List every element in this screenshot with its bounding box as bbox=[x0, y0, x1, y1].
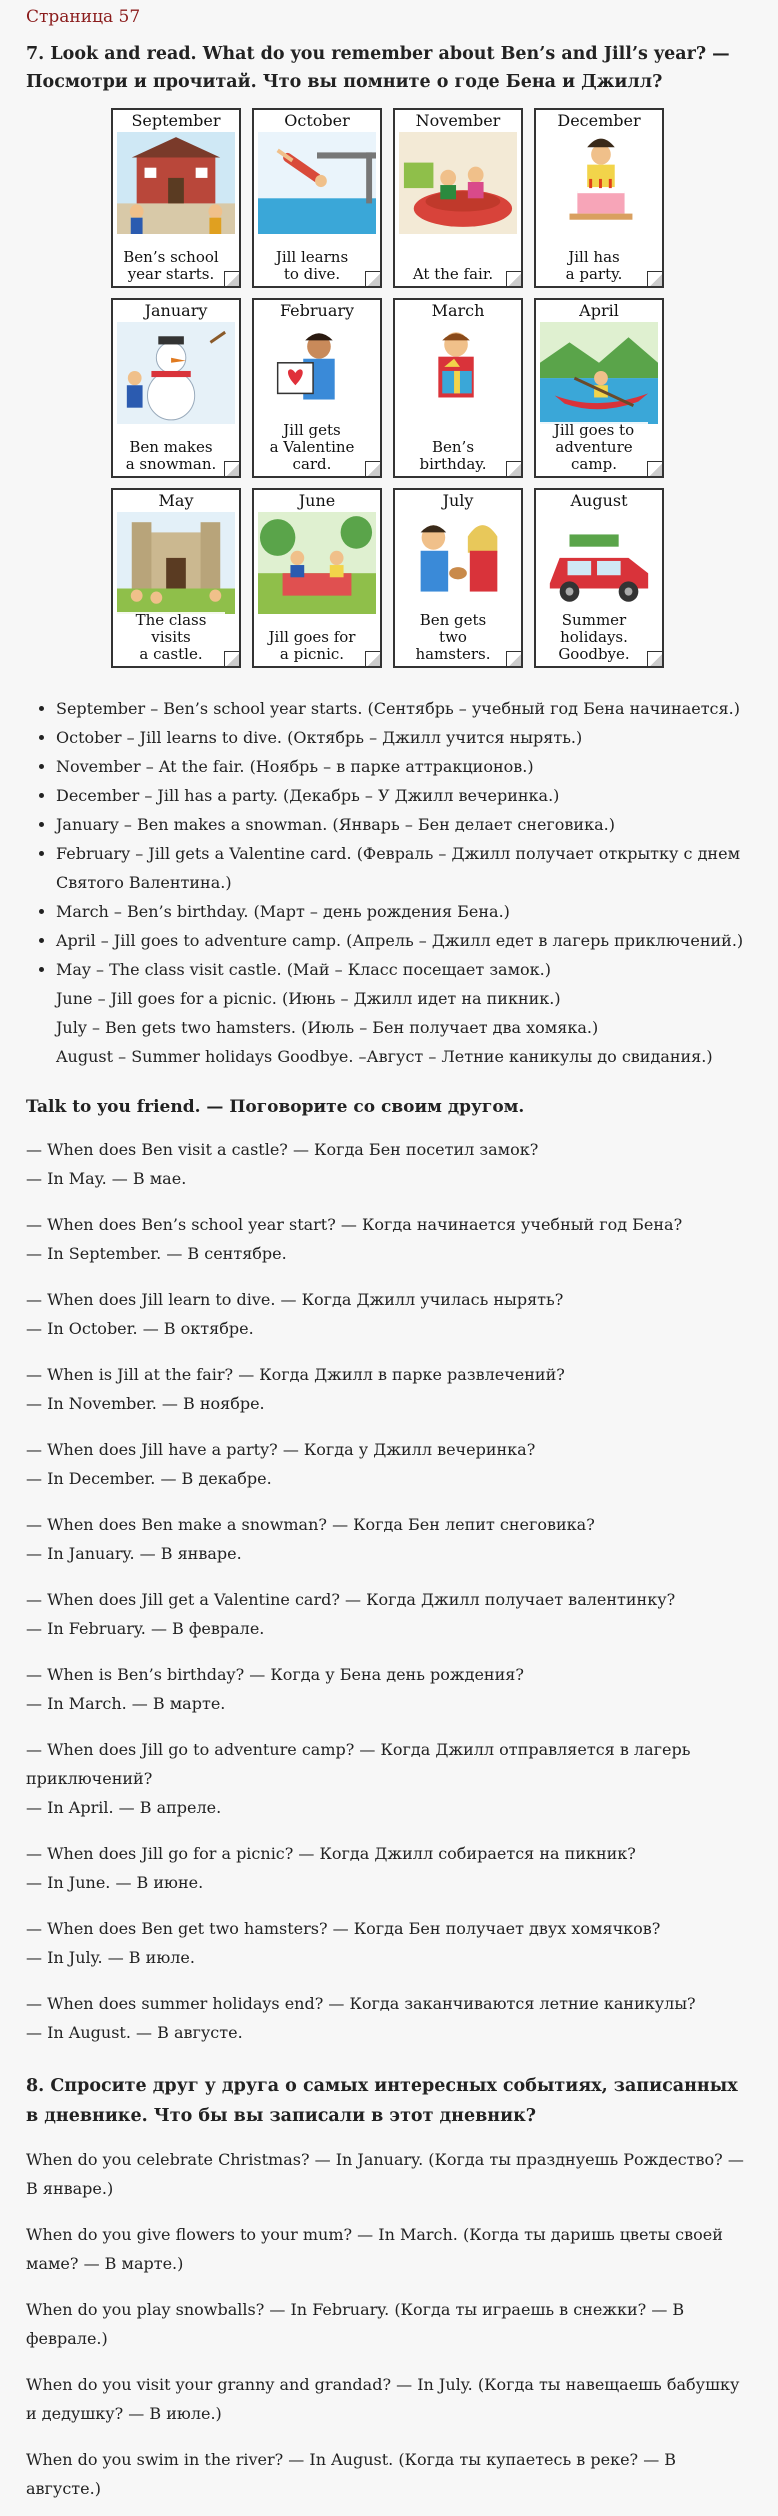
list-item: June – Jill goes for a picnic. (Июнь – Джилл идет на пикник.) bbox=[56, 989, 561, 1008]
question: — When does Ben visit a castle? — Когда Бен посетил замок? bbox=[26, 1140, 539, 1159]
list-item: • April – Jill goes to adventure camp. (Апрель – Джилл едет в лагерь приключений.) bbox=[56, 926, 752, 955]
answer: — In February. — В феврале. bbox=[26, 1619, 265, 1638]
question: — When is Jill at the fair? — Когда Джилл в парке развлечений? bbox=[26, 1365, 565, 1384]
castle-icon bbox=[117, 512, 235, 614]
gift-icon bbox=[399, 322, 517, 424]
card-month: January bbox=[144, 301, 208, 320]
card-caption: Summer holidays. Goodbye. bbox=[540, 612, 648, 663]
qa-pair bbox=[26, 1435, 752, 1493]
list-item: July – Ben gets two hamsters. (Июль – Бен получает два хомяка.) bbox=[56, 1018, 599, 1037]
card-caption: Ben’s birthday. bbox=[399, 439, 507, 473]
task7-title: 7. Look and read. What do you remember about Ben’s and Jill’s year? — Посмотри и прочитай. Что вы помните о годе Бена и Джилл? bbox=[26, 44, 730, 92]
card-march bbox=[393, 298, 523, 478]
card-caption: Jill has a party. bbox=[540, 249, 648, 283]
card-caption: Jill learns to dive. bbox=[258, 249, 366, 283]
list-item: • March – Ben’s birthday. (Март – день рождения Бена.) bbox=[56, 897, 752, 926]
answer: — In July. — В июле. bbox=[26, 1948, 195, 1967]
question: — When does Jill get a Valentine card? — Когда Джилл получает валентинку? bbox=[26, 1590, 676, 1609]
party-cake-icon bbox=[540, 132, 658, 234]
card-december bbox=[534, 108, 664, 288]
card-caption: Jill gets a Valentine card. bbox=[258, 422, 366, 473]
answer: — In November. — В ноябре. bbox=[26, 1394, 265, 1413]
task8-item: When do you give flowers to your mum? — In March. (Когда ты даришь цветы своей маме? — В марте.) bbox=[26, 2225, 723, 2273]
card-month: July bbox=[442, 491, 474, 510]
qa-pair bbox=[26, 1510, 752, 1568]
list-item: • September – Ben’s school year starts. (Сентябрь – учебный год Бена начинается.) bbox=[56, 694, 752, 723]
canoe-icon bbox=[540, 322, 658, 424]
card-month: October bbox=[284, 111, 350, 130]
list-item: August – Summer holidays Goodbye. –Август – Летние каникулы до свидания.) bbox=[56, 1047, 713, 1066]
answer: — In April. — В апреле. bbox=[26, 1798, 222, 1817]
question: — When does Jill have a party? — Когда у Джилл вечеринка? bbox=[26, 1440, 536, 1459]
answer: — In May. — В мае. bbox=[26, 1169, 187, 1188]
task8-item: When do you celebrate Christmas? — In January. (Когда ты празднуешь Рождество? — В январе.) bbox=[26, 2150, 744, 2198]
qa-pair bbox=[26, 1285, 752, 1343]
card-february bbox=[252, 298, 382, 478]
card-month: February bbox=[279, 301, 355, 320]
card-caption: At the fair. bbox=[399, 266, 507, 283]
list-item: • February – Jill gets a Valentine card. (Февраль – Джилл получает открытку с днем Святого Валентина.) bbox=[56, 839, 752, 897]
list-item: • October – Jill learns to dive. (Октябрь – Джилл учится нырять.) bbox=[56, 723, 752, 752]
card-month: April bbox=[579, 301, 619, 320]
events-list bbox=[26, 694, 752, 1071]
diver-icon bbox=[258, 132, 376, 234]
card-october bbox=[252, 108, 382, 288]
card-april bbox=[534, 298, 664, 478]
list-item: • November – At the fair. (Ноябрь – в парке аттракционов.) bbox=[56, 752, 752, 781]
card-caption: Ben makes a snowman. bbox=[117, 439, 225, 473]
question: — When does Ben get two hamsters? — Когда Бен получает двух хомячков? bbox=[26, 1919, 661, 1938]
answer: — In December. — В декабре. bbox=[26, 1469, 272, 1488]
card-month: December bbox=[557, 111, 641, 130]
card-september bbox=[111, 108, 241, 288]
card-month: September bbox=[131, 111, 221, 130]
bumper-car-icon bbox=[399, 132, 517, 234]
answer: — In September. — В сентябре. bbox=[26, 1244, 287, 1263]
answer: — In March. — В марте. bbox=[26, 1694, 226, 1713]
valentine-card-icon bbox=[258, 322, 376, 424]
qa-pair bbox=[26, 1210, 752, 1268]
talk-title: Talk to you friend. — Поговорите со своим другом. bbox=[26, 1097, 525, 1117]
task8-item: When do you swim in the river? — In August. (Когда ты купаетесь в реке? — В августе.) bbox=[26, 2450, 677, 2498]
card-caption: Jill goes for a picnic. bbox=[258, 629, 366, 663]
card-month: August bbox=[570, 491, 628, 510]
card-month: November bbox=[415, 111, 501, 130]
school-icon bbox=[117, 132, 235, 234]
picnic-icon bbox=[258, 512, 376, 614]
question: — When is Ben’s birthday? — Когда у Бена день рождения? bbox=[26, 1665, 524, 1684]
list-item: • January – Ben makes a snowman. (Январь – Бен делает снеговика.) bbox=[56, 810, 752, 839]
question: — When does Jill go to adventure camp? — Когда Джилл отправляется в лагерь приключений? bbox=[26, 1740, 691, 1788]
question: — When does summer holidays end? — Когда заканчиваются летние каникулы? bbox=[26, 1994, 696, 2013]
car-icon bbox=[540, 512, 658, 614]
card-caption: Ben’s school year starts. bbox=[117, 249, 225, 283]
qa-pair bbox=[26, 1135, 752, 1193]
qa-pair bbox=[26, 1989, 752, 2047]
question: — When does Jill learn to dive. — Когда Джилл училась нырять? bbox=[26, 1290, 564, 1309]
snowman-icon bbox=[117, 322, 235, 424]
hamster-icon bbox=[399, 512, 517, 614]
card-july bbox=[393, 488, 523, 668]
card-january bbox=[111, 298, 241, 478]
qa-pair bbox=[26, 1660, 752, 1718]
card-june bbox=[252, 488, 382, 668]
question: — When does Ben make a snowman? — Когда Бен лепит снеговика? bbox=[26, 1515, 595, 1534]
card-august bbox=[534, 488, 664, 668]
question: — When does Jill go for a picnic? — Когда Джилл собирается на пикник? bbox=[26, 1844, 636, 1863]
card-november bbox=[393, 108, 523, 288]
list-item: • December – Jill has a party. (Декабрь – У Джилл вечеринка.) bbox=[56, 781, 752, 810]
question: — When does Ben’s school year start? — Когда начинается учебный год Бена? bbox=[26, 1215, 683, 1234]
page-link[interactable]: Страница 57 bbox=[26, 7, 141, 27]
answer: — In January. — В январе. bbox=[26, 1544, 242, 1563]
task8-item: When do you visit your granny and grandad? — In July. (Когда ты навещаешь бабушку и дедушку? — В июле.) bbox=[26, 2375, 740, 2423]
task8-title: 8. Спросите друг у друга о самых интересных событиях, записанных в дневнике. Что бы вы записали в этот дневник? bbox=[26, 2076, 738, 2126]
card-month: June bbox=[298, 491, 336, 510]
answer: — In October. — В октябре. bbox=[26, 1319, 254, 1338]
card-caption: Ben gets two hamsters. bbox=[399, 612, 507, 663]
qa-pair bbox=[26, 1585, 752, 1643]
card-may bbox=[111, 488, 241, 668]
task8-item: When do you play snowballs? — In February. (Когда ты играешь в снежки? — В феврале.) bbox=[26, 2300, 685, 2348]
qa-pair bbox=[26, 1914, 752, 1972]
card-month: March bbox=[431, 301, 485, 320]
qa-pair bbox=[26, 1735, 752, 1822]
qa-pair bbox=[26, 1360, 752, 1418]
answer: — In August. — В августе. bbox=[26, 2023, 243, 2042]
card-caption: Jill goes to adventure camp. bbox=[540, 422, 648, 473]
qa-pair bbox=[26, 1839, 752, 1897]
card-month: May bbox=[158, 491, 194, 510]
answer: — In June. — В июне. bbox=[26, 1873, 204, 1892]
list-item: • May – The class visit castle. (Май – Класс посещает замок.) bbox=[56, 955, 752, 984]
card-caption: The class visits a castle. bbox=[117, 612, 225, 663]
calendar-grid bbox=[111, 108, 752, 668]
